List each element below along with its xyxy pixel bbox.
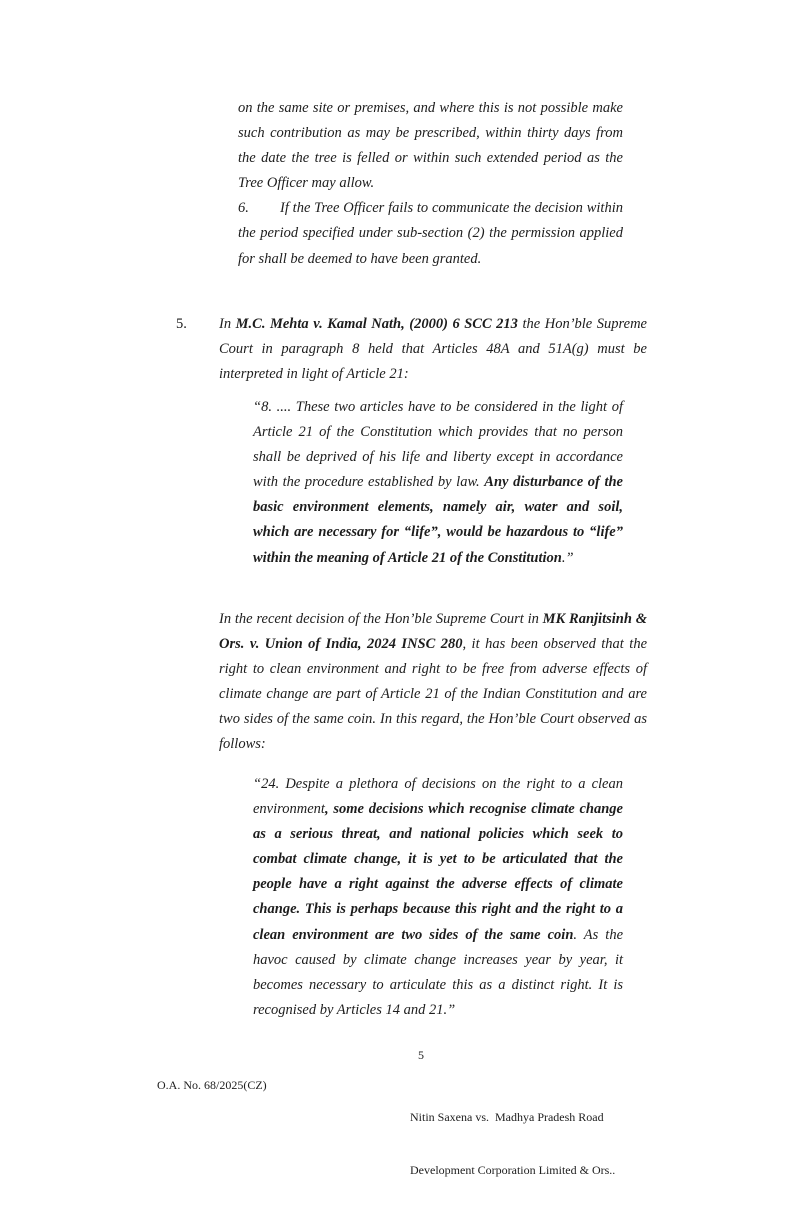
paragraph-ranjitsinh	[219, 607, 647, 758]
paragraph-ranjitsinh-seg1: In the recent decision of the Hon’ble Supreme Court in	[219, 611, 543, 627]
paragraph-5-seg3: the Hon’ble Supreme Court in paragraph 8 held that Articles 48A and 51A(g) must be interpreted in light of Article 21:	[219, 316, 647, 383]
paragraph-ranjitsinh-seg3: , it has been observed that the right to clean environment and right to be free from adverse effects of climate change are part of Article 21 of the Indian Constitution and are two sides of the same coin. In this regard, the Hon’ble Court observed as follows:	[219, 636, 647, 753]
quote-24-seg3: . As the havoc caused by climate change increases year by year, it becomes necessary to articulate this as a distinct right. It is recognised by Articles 14 and 21.”	[253, 926, 624, 1018]
quote-paragraph-8-text	[253, 395, 623, 571]
footer-case-title-line2: Development Corporation Limited & Ors..	[410, 1162, 616, 1177]
clause-6-text: If the Tree Officer fails to communicate the decision within the period specified under sub-section (2) the permission applied for shall be deemed to have been granted.	[238, 200, 623, 267]
quote-24-bold-emphasis: , some decisions which recognise climate change as a serious threat, and national policies which seek to combat climate change, it is yet to be articulated that the people have a right against the adverse effects of climate change. This is perhaps because this right and the right to a clean environment are two sides of the same coin	[253, 801, 623, 943]
statute-quote-block	[238, 96, 623, 272]
paragraph-5	[176, 312, 647, 387]
statute-quote-part1-text: on the same site or premises, and where this is not possible make such contribution as may be prescribed, within thirty days from the date the tree is felled or within such extended period as the Tree Officer may allow.	[238, 100, 623, 192]
paragraph-ranjitsinh-text	[219, 607, 647, 758]
citation-mc-mehta: M.C. Mehta v. Kamal Nath, (2000) 6 SCC 213	[235, 316, 518, 332]
quote-8-seg3: .”	[561, 549, 574, 566]
quote-paragraph-8	[253, 395, 623, 571]
paragraph-5-seg1: In	[219, 316, 236, 332]
paragraph-5-text	[219, 312, 647, 387]
footer-case-title	[410, 1074, 615, 1214]
clause-6-number: 6.	[238, 200, 249, 217]
page-number: 5	[418, 1048, 424, 1062]
footer-case-title-line1: Nitin Saxena vs. Madhya Pradesh Road	[410, 1110, 604, 1124]
footer-case-number: O.A. No. 68/2025(CZ)	[157, 1078, 267, 1092]
statute-quote-clause-6	[238, 196, 623, 271]
quote-paragraph-24-text	[253, 772, 623, 1023]
quote-24-seg1: “24. Despite a plethora of decisions on the right to a clean environment	[253, 776, 623, 818]
citation-mk-ranjitsinh: MK Ranjitsinh & Ors. v. Union of India, 2024 INSC 280	[219, 611, 647, 653]
quote-paragraph-24	[253, 772, 623, 1023]
statute-quote-continuation	[238, 96, 623, 196]
quote-8-seg1: “8. .... These two articles have to be considered in the light of Article 21 of the Constitution which provides that no person shall be deprived of his life and liberty except in accordance with the procedure established by law.	[253, 399, 623, 491]
paragraph-5-number: 5.	[176, 316, 187, 332]
quote-8-bold-emphasis: Any disturbance of the basic environment elements, namely air, water and soil, which are necessary for “life”, would be hazardous to “life” within the meaning of Article 21 of the Constitution	[253, 474, 623, 566]
